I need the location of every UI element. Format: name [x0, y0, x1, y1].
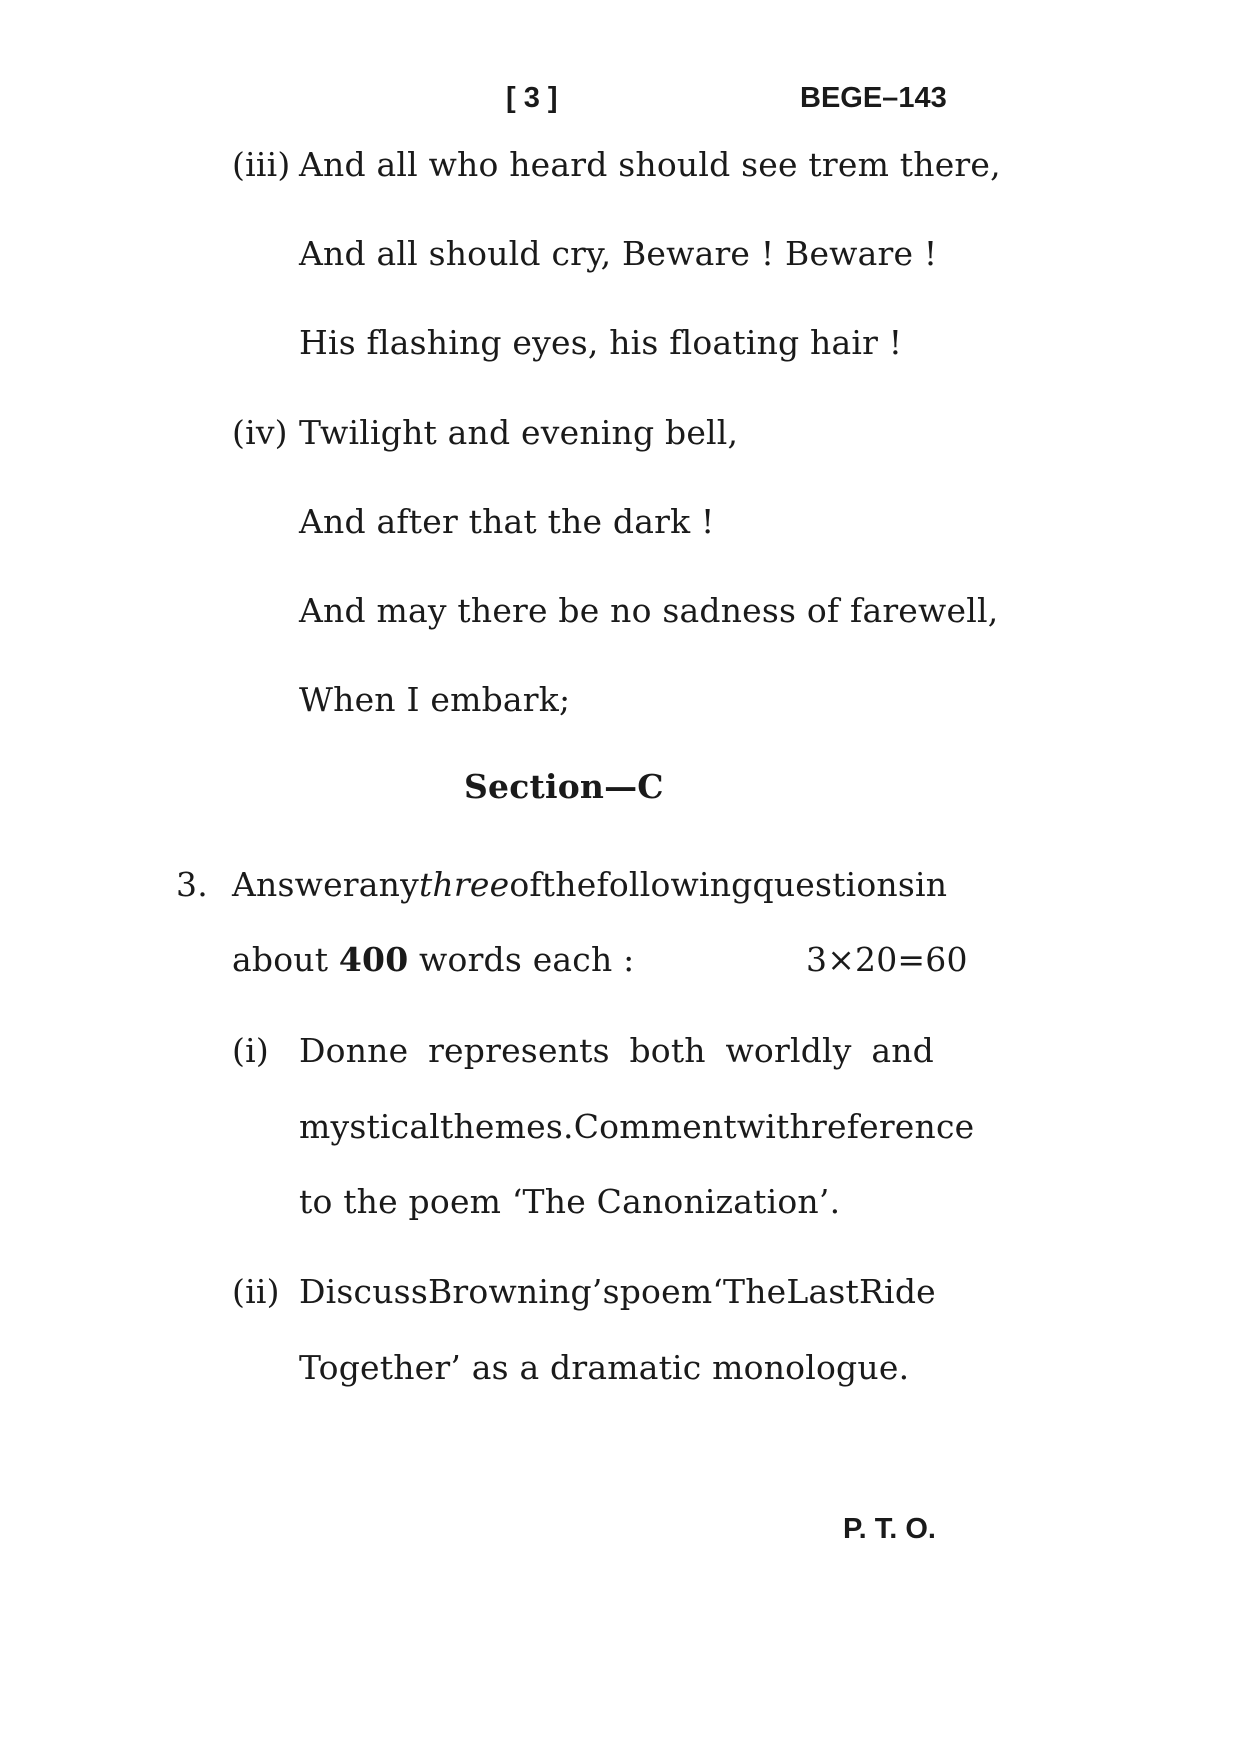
sub-question-i-line-1: [299, 1031, 934, 1070]
sub-question-i-label: (i): [232, 1031, 269, 1070]
poem-iv-line-3: And may there be no sadness of farewell,: [299, 591, 999, 630]
word: following: [596, 865, 753, 904]
word: Last: [786, 1272, 860, 1311]
word: questions: [752, 865, 916, 904]
word: ‘The: [712, 1272, 787, 1311]
sub-question-ii-label: (ii): [232, 1272, 280, 1311]
section-heading: Section—C: [464, 767, 664, 806]
word-emphasis: three: [418, 865, 510, 904]
sub-question-i-line-3: to the poem ‘The Canonization’.: [299, 1182, 841, 1221]
sub-question-i-line-2: [299, 1107, 975, 1146]
word: of: [509, 865, 542, 904]
word: both: [629, 1031, 706, 1070]
word: themes.: [440, 1107, 574, 1146]
poem-iii-label: (iii): [232, 145, 291, 184]
word: Donne: [299, 1031, 409, 1070]
poem-iii-line-2: And all should cry, Beware ! Beware !: [299, 234, 938, 273]
word: represents: [428, 1031, 610, 1070]
poem-iii-line-3: His flashing eyes, his floating hair !: [299, 323, 903, 362]
word: Answer: [232, 865, 359, 904]
word: reference: [810, 1107, 975, 1146]
word: poem: [619, 1272, 713, 1311]
poem-iii-line-1: And all who heard should see trem there,: [299, 145, 1001, 184]
word: Browning’s: [427, 1272, 620, 1311]
page-number: [ 3 ]: [506, 82, 558, 114]
word: mystical: [299, 1107, 440, 1146]
word: Comment: [573, 1107, 737, 1146]
poem-iv-line-4: When I embark;: [299, 680, 571, 719]
word: the: [541, 865, 597, 904]
poem-iv-label: (iv): [232, 413, 288, 452]
word: Ride: [859, 1272, 936, 1311]
question-3-marks: 3×20=60: [806, 940, 968, 979]
poem-iv-line-1: Twilight and evening bell,: [299, 413, 739, 452]
course-code: BEGE–143: [800, 82, 947, 114]
question-3-line-2: about 400 words each :: [232, 940, 635, 979]
sub-question-ii-line-1: [299, 1272, 934, 1311]
word: in: [915, 865, 948, 904]
poem-iv-line-2: And after that the dark !: [299, 502, 715, 541]
word: and: [871, 1031, 934, 1070]
sub-question-ii-line-2: Together’ as a dramatic monologue.: [299, 1348, 910, 1387]
word: Discuss: [299, 1272, 428, 1311]
pto-marker: P. T. O.: [843, 1513, 936, 1545]
word: with: [736, 1107, 811, 1146]
word: any: [358, 865, 419, 904]
word: worldly: [725, 1031, 852, 1070]
question-3-line-1: [232, 865, 948, 904]
question-3-number: 3.: [176, 865, 208, 904]
